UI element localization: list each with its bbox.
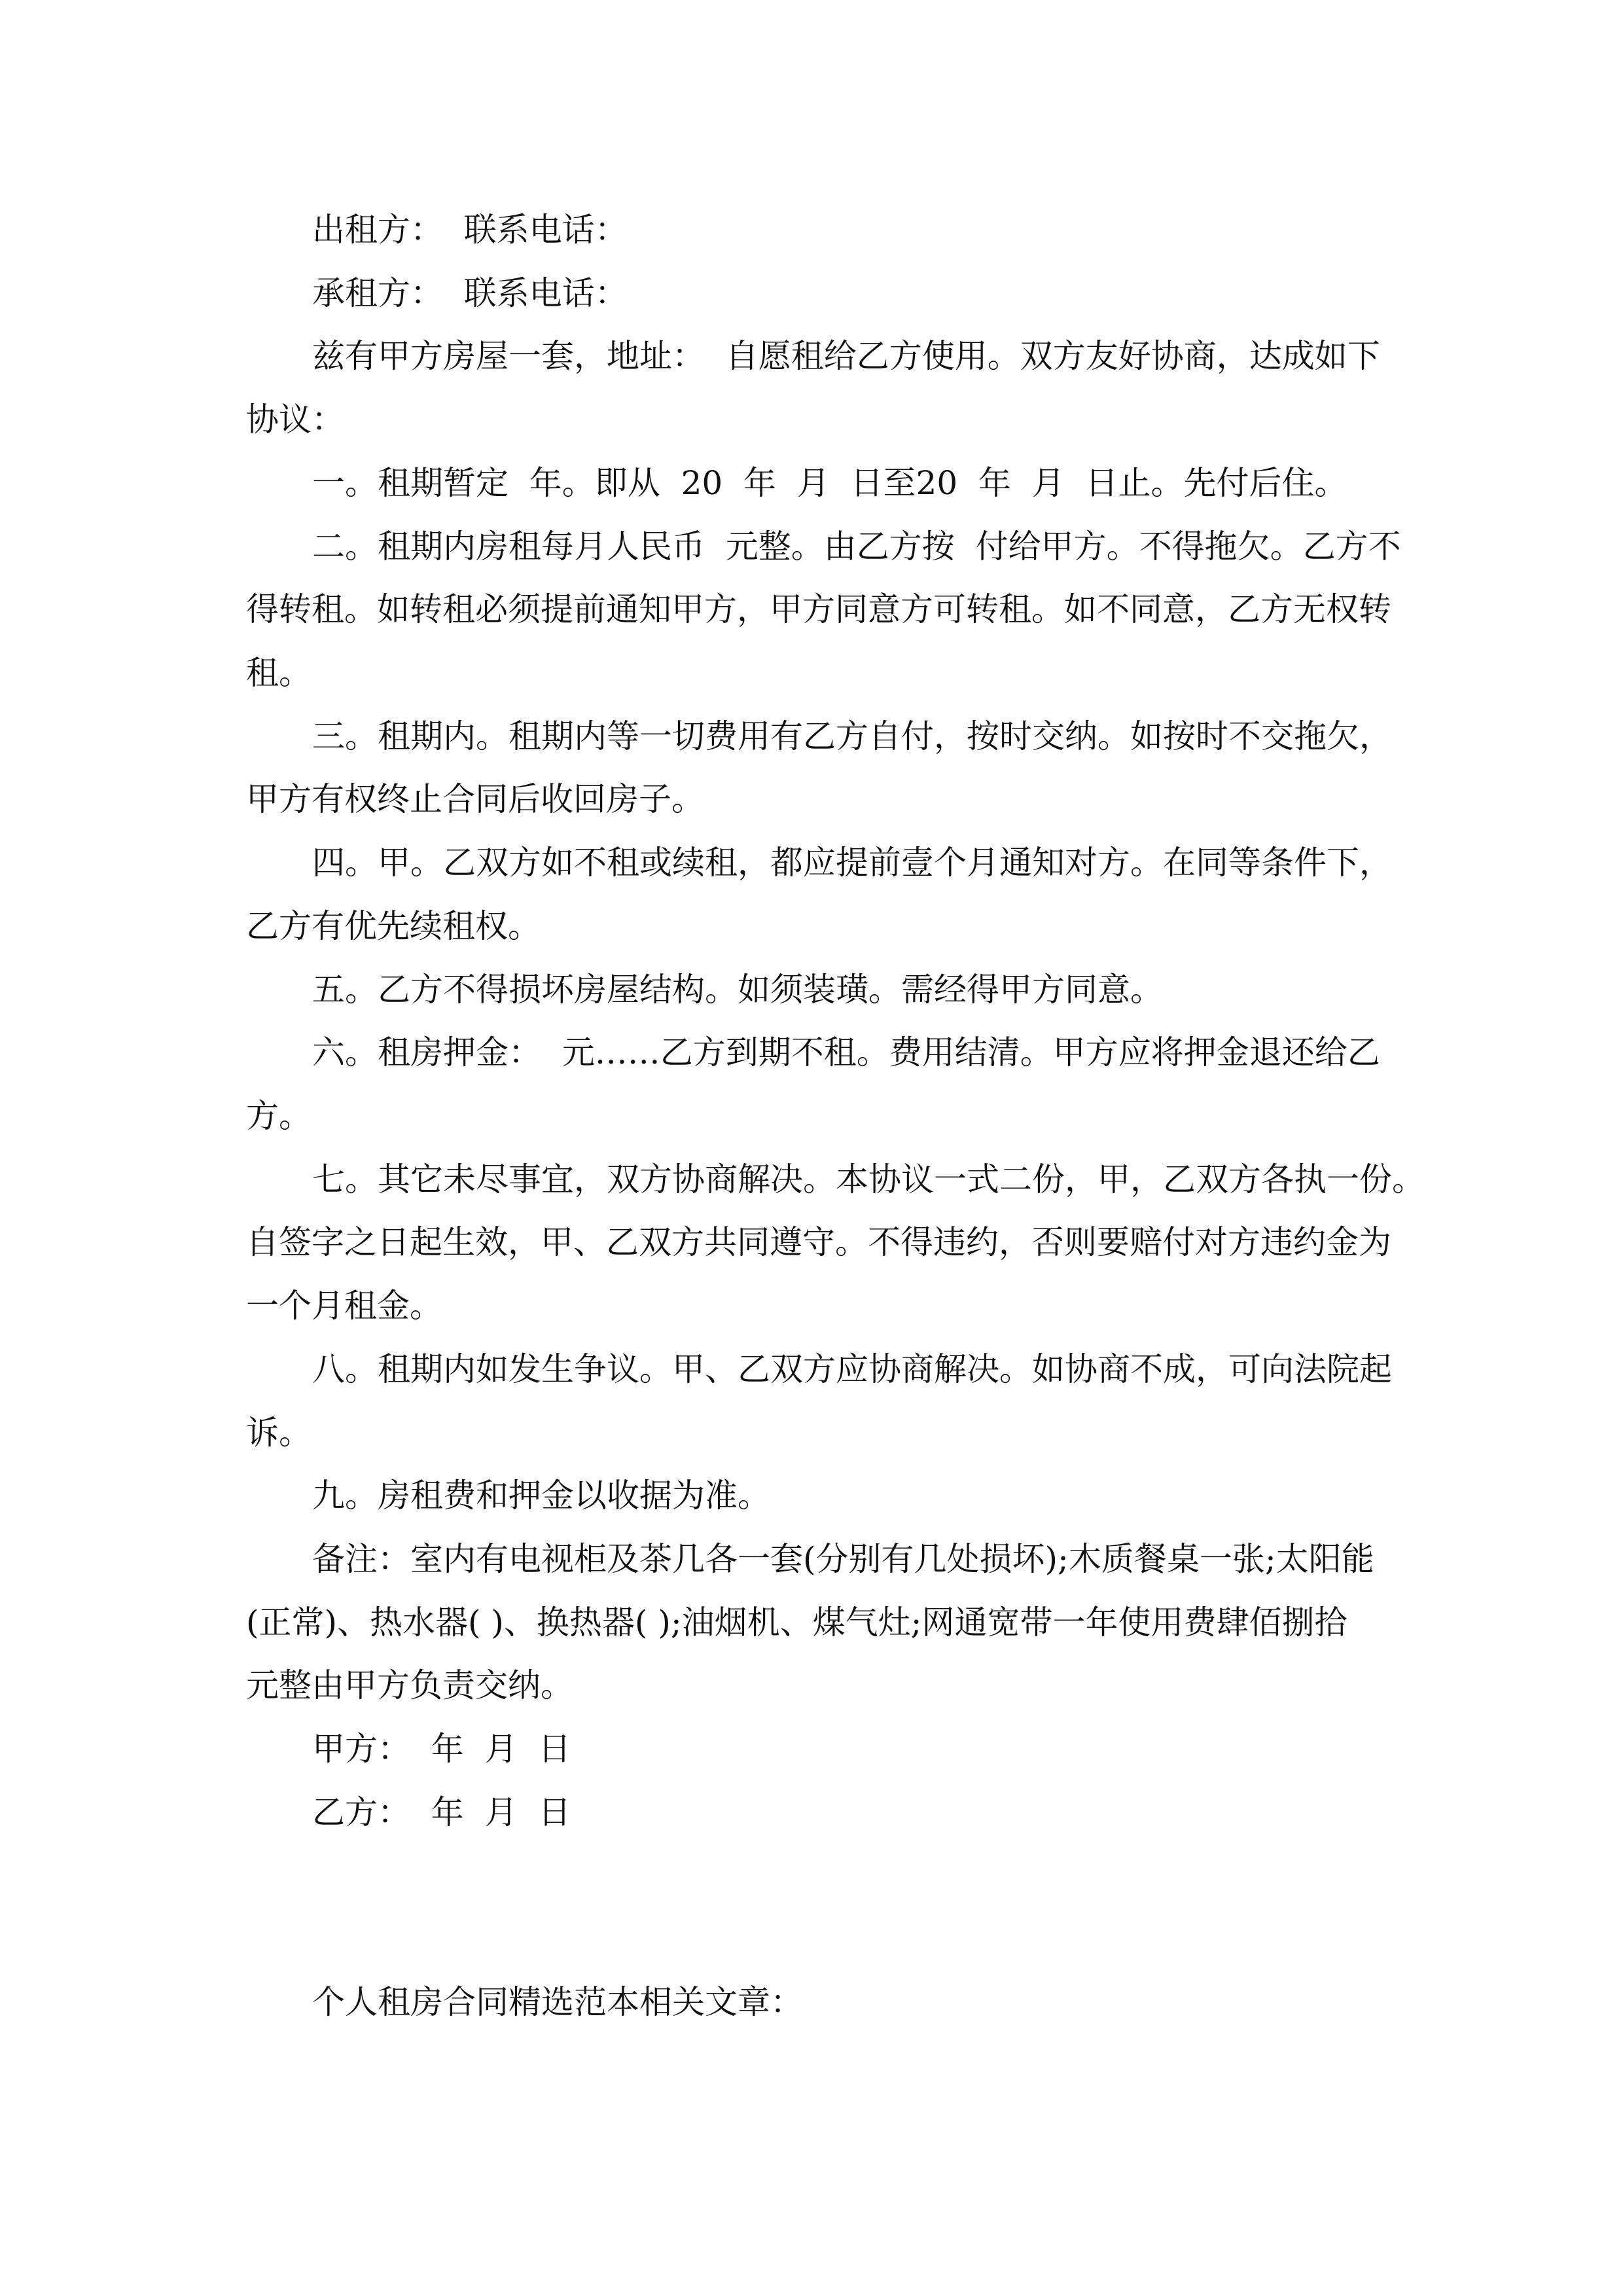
related-articles-title: 个人租房合同精选范本相关文章： [312,1983,803,2021]
clause-4-line-2: 乙方有优先续租权。 [246,907,541,945]
intro-paragraph-line-2: 协议： [246,401,344,439]
clause-6-line-1: 六。租房押金： 元……乙方到期不租。费用结清。甲方应将押金退还给乙 [312,1033,1380,1071]
note-line-1: 备注：室内有电视柜及茶几各一套(分别有几处损坏);木质餐桌一张;太阳能 [312,1540,1374,1578]
clause-3-line-2: 甲方有权终止合同后收回房子。 [246,780,704,818]
clause-2-line-1: 二。租期内房租每月人民币 元整。由乙方按 付给甲方。不得拖欠。乙方不 [312,528,1401,565]
clause-2-line-3: 租。 [246,654,312,692]
party-a-signature: 甲方： 年 月 日 [312,1730,571,1768]
clause-7-line-1: 七。其它未尽事宜，双方协商解决。本协议一式二份，甲，乙双方各执一份。 [312,1160,1425,1198]
clause-6-line-2: 方。 [246,1097,312,1135]
note-line-2: (正常)、热水器( )、换热器( );油烟机、煤气灶;网通宽带一年使用费肆佰捌拾 [246,1604,1347,1641]
note-line-3: 元整由甲方负责交纳。 [246,1666,573,1704]
clause-8-line-2: 诉。 [246,1414,312,1452]
clause-1: 一。租期暂定 年。即从 20 年 月 日至20 年 月 日止。先付后住。 [312,464,1347,502]
clause-4-line-1: 四。甲。乙双方如不租或续租，都应提前壹个月通知对方。在同等条件下， [312,844,1392,882]
clause-3-line-1: 三。租期内。租期内等一切费用有乙方自付，按时交纳。如按时不交拖欠， [312,717,1392,755]
clause-9: 九。房租费和押金以收据为准。 [312,1477,770,1515]
clause-7-line-3: 一个月租金。 [246,1287,442,1325]
intro-paragraph-line-1: 兹有甲方房屋一套，地址： 自愿租给乙方使用。双方友好协商，达成如下 [312,337,1380,375]
clause-5: 五。乙方不得损坏房屋结构。如须装璜。需经得甲方同意。 [312,971,1163,1009]
tenant-line: 承租方： 联系电话： [312,274,628,312]
clause-7-line-2: 自签字之日起生效，甲、乙双方共同遵守。不得违约，否则要赔付对方违约金为 [246,1223,1391,1261]
landlord-line: 出租方： 联系电话： [312,211,628,249]
clause-8-line-1: 八。租期内如发生争议。甲、乙双方应协商解决。如协商不成，可向法院起 [312,1350,1392,1388]
party-b-signature: 乙方： 年 月 日 [312,1793,571,1831]
clause-2-line-2: 得转租。如转租必须提前通知甲方，甲方同意方可转租。如不同意，乙方无权转 [246,590,1391,628]
